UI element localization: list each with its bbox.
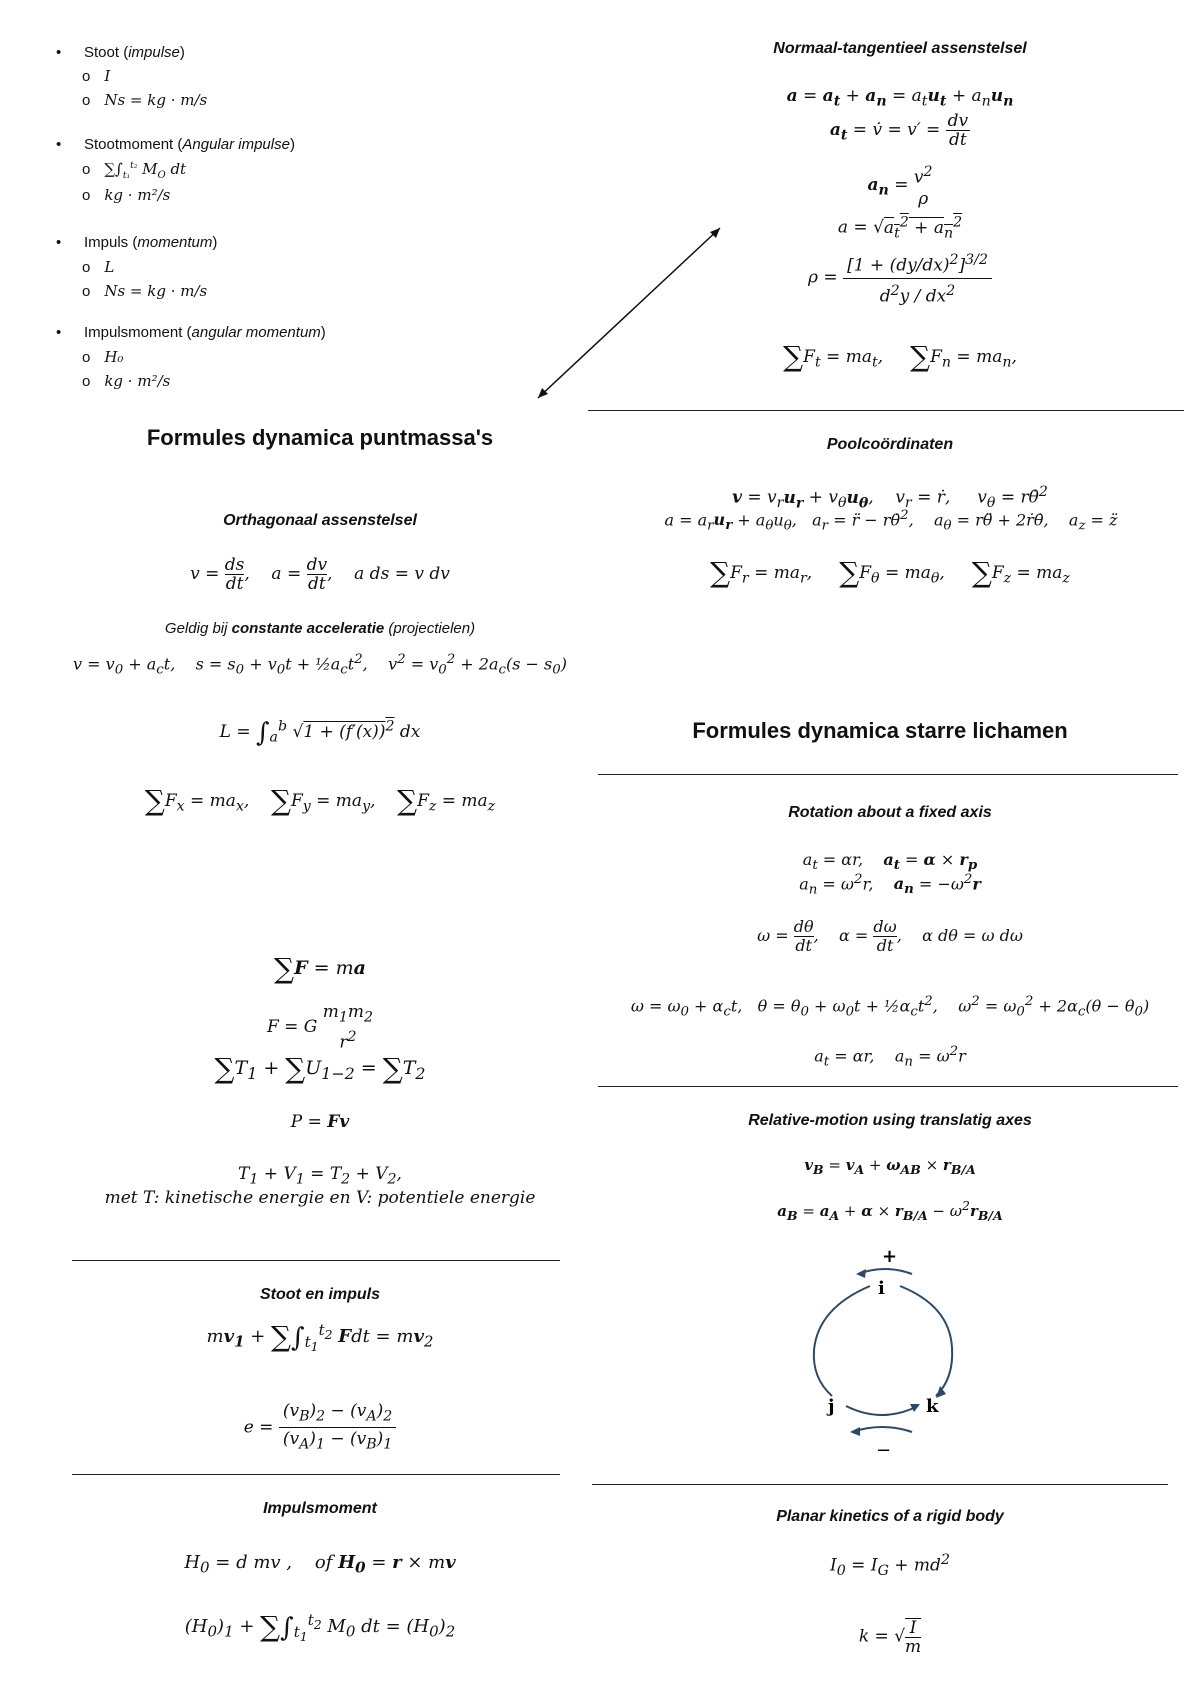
list-item: • Stoot (impulse) bbox=[58, 44, 185, 61]
formula: $\sum F_t = ma_t$, $\sum F_n = ma_n$, bbox=[783, 340, 1017, 373]
formula: $a_t = \alpha r$, $a_n = \omega^2r$ bbox=[814, 1044, 966, 1070]
heading-impulse-momentum: Stoot en impuls bbox=[260, 1286, 380, 1303]
heading-polar: Poolcoördinaten bbox=[826, 436, 954, 453]
list-subitem: o Ns = kg · m/s bbox=[82, 91, 207, 109]
formula: $mv_1 + \sum\int_{t_1}^{t_2}$ Fdt = $mv_2$ bbox=[206, 1320, 434, 1354]
divider bbox=[592, 1484, 1168, 1485]
list-subitem: o kg · m²/s bbox=[82, 186, 170, 204]
formula: $\sum F_x = ma_x$, $\sum F_y = ma_y$, $\sum F_z = ma_z$ bbox=[144, 784, 496, 817]
formula: $H_0 = d$ mv , of $H_0 = r$ × mv bbox=[184, 1552, 456, 1577]
formula: $a_t = \alpha r$, $a_t = \alpha \times r_p$ bbox=[802, 850, 978, 874]
formula: F = G $m_1m_2$ $r^2$ bbox=[266, 1002, 374, 1054]
formula: $a_B = a_A + \alpha \times r_{B/A} - \omega^2r_{B/A}$ bbox=[777, 1198, 1003, 1223]
divider bbox=[588, 410, 1184, 411]
list-subitem: o L bbox=[82, 258, 114, 276]
divider bbox=[598, 1086, 1178, 1087]
formula: $v = v_ru_r + v_\theta u_\theta$, $v_r$ = ṙ, $v_\theta$ = rθ̇$^2$ bbox=[732, 484, 1048, 512]
heading-fixed-axis: Rotation about a fixed axis bbox=[788, 804, 992, 821]
list-item: • Impulsmoment (angular momentum) bbox=[58, 324, 326, 341]
heading-angular-momentum: Impulsmoment bbox=[263, 1500, 377, 1517]
formula: P = Fv bbox=[290, 1112, 350, 1132]
formula: $T_1 + V_1 = T_2 + V_2$, bbox=[238, 1164, 402, 1188]
list-subitem: o $\sum\int_{t_1}^{t_2}$ $M_O$ dt bbox=[82, 160, 186, 181]
formula: $a_n$ = $v^2$ ρ bbox=[867, 164, 933, 209]
formula: e = $\frac{(v_B)_2 - (v_A)_2}{(v_A)_1 - (v_B)_1}$ bbox=[110, 1400, 530, 1456]
formula: k = √ $\frac{I}{m}$ bbox=[858, 1618, 922, 1657]
list-item: • Impuls (momentum) bbox=[58, 234, 217, 251]
divider bbox=[72, 1260, 560, 1261]
formula: $a = a_ru_r + a_\theta u_\theta$, $a_r$ = r̈ − rθ̇$^2$, $a_\theta$ = rθ̈ + 2ṙθ̇, $a_z$ = z̈ bbox=[664, 508, 1118, 534]
minus-sign: − bbox=[876, 1440, 892, 1461]
heading-relative-motion: Relative-motion using translatig axes bbox=[748, 1112, 1032, 1129]
formula: $L = \int_a^b$ $√1 + (f'(x))^2$ dx bbox=[219, 718, 421, 748]
plus-sign: + bbox=[882, 1246, 898, 1267]
heading-planar-kinetics: Planar kinetics of a rigid body bbox=[776, 1508, 1004, 1525]
label-i: i bbox=[878, 1278, 885, 1299]
formula: v = $\frac{ds}{dt}$ , a = $\frac{dv}{dt}$ , a ds = v dv bbox=[190, 555, 450, 594]
list-subitem: o Ns = kg · m/s bbox=[82, 282, 207, 300]
formula: $v_B = v_A + \omega_{AB} \times r_{B/A}$ bbox=[804, 1156, 976, 1177]
formula: $\sum T_1 + \sum U_{1-2} = \sum T_2$ bbox=[214, 1052, 426, 1085]
formula: ω = $\frac{d\theta}{dt}$ , α = $\frac{d\omega}{dt}$ , α dθ = ω dω bbox=[757, 917, 1023, 955]
double-arrow bbox=[530, 218, 730, 408]
label-j: j bbox=[828, 1396, 835, 1417]
heading-orthogonal: Orthagonaal assenstelsel bbox=[223, 512, 417, 529]
formula: $a_n = \omega^2r$, $a_n = -\omega^2r$ bbox=[799, 872, 981, 898]
formula: ρ = $\frac{[1 + (dy/dx)^2]^{3/2}}{d^2y / dx^2}$ bbox=[700, 248, 1100, 308]
energy-note: met T: kinetische energie en V: potentiele energie bbox=[104, 1188, 536, 1208]
formula: $\omega = \omega_0 + \alpha_ct$, $\theta = \theta_0 + \omega_0t$ + $\frac{1}{2}\alpha_ct^2$, $\omega^2 = \omega_0^2 + 2\alpha_c(\theta - \theta_0)$ bbox=[630, 994, 1150, 1020]
formula: $v = v_0 + a_ct$, $s = s_0 + v_0t$ + $\frac{1}{2}a_ct^2$, $v^2 = v_0^2 + 2a_c(s - s_0)$ bbox=[73, 652, 567, 678]
label-k: k bbox=[926, 1396, 939, 1417]
heading-normal-tangential: Normaal-tangentieel assenstelsel bbox=[773, 40, 1027, 57]
formula: $I_0 = I_G + md^2$ bbox=[830, 1552, 950, 1580]
divider bbox=[598, 774, 1178, 775]
page-title-particle: Formules dynamica puntmassa's bbox=[146, 425, 494, 450]
page-title-rigid-body: Formules dynamica starre lichamen bbox=[692, 718, 1068, 743]
formula: $(H_0)_1 + \sum\int_{t_1}^{t_2}$ $M_0$ dt = $(H_0)_2$ bbox=[184, 1610, 456, 1644]
formula: $a = √a_t^2 + a_n^2$ bbox=[837, 214, 963, 242]
divider bbox=[72, 1474, 560, 1475]
ijk-cycle-diagram bbox=[790, 1246, 990, 1476]
constant-accel-note: Geldig bij constante acceleratie (projectielen) bbox=[164, 620, 476, 637]
list-subitem: o kg · m²/s bbox=[82, 372, 170, 390]
formula: $\sum F_r = ma_r$, $\sum F_\theta = ma_\theta$, $\sum F_z = ma_z$ bbox=[710, 556, 1070, 589]
formula: ∑F = ma bbox=[274, 952, 366, 985]
formula: $a = a_t + a_n = a_tu_t + a_nu_n$ bbox=[786, 86, 1014, 110]
list-subitem: o H₀ bbox=[82, 348, 123, 366]
list-subitem: o I bbox=[82, 67, 110, 85]
list-item: • Stootmoment (Angular impulse) bbox=[58, 136, 295, 153]
formula: $a_t$ = v̇ = v′ = $\frac{dv}{dt}$ bbox=[829, 111, 969, 150]
